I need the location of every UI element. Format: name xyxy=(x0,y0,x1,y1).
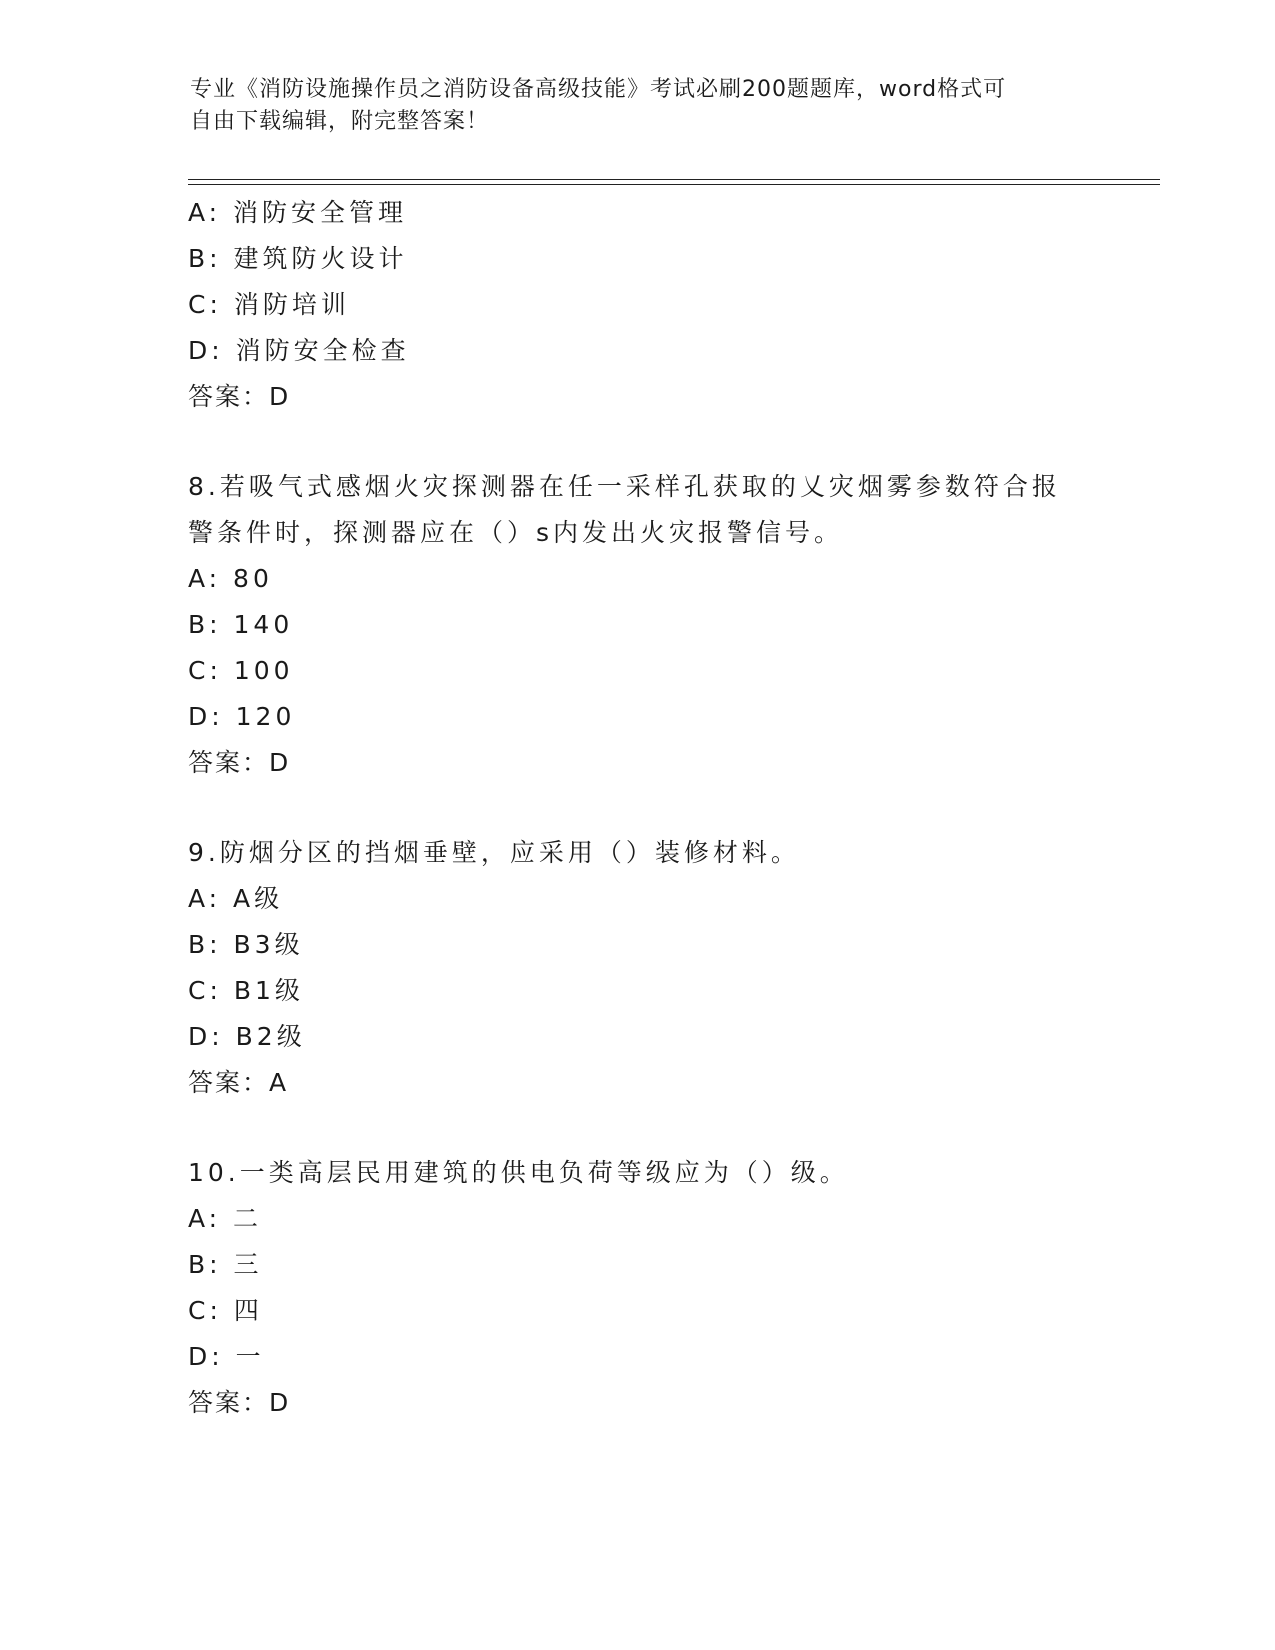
option-label: D: xyxy=(188,336,224,365)
header-divider xyxy=(188,179,1160,185)
header-line-1: 专业《消防设施操作员之消防设备高级技能》考试必刷200题题库，word格式可 xyxy=(190,77,1007,102)
question-block-9 xyxy=(188,830,1088,1106)
option-label: B: xyxy=(188,610,222,639)
option-text: 消防安全检查 xyxy=(235,336,410,365)
option-b xyxy=(188,602,1088,648)
question-block-7 xyxy=(188,190,1088,420)
option-a xyxy=(188,1196,1088,1242)
option-label: B: xyxy=(188,930,222,959)
answer-line: 答案：D xyxy=(188,748,291,777)
option-text: 140 xyxy=(233,610,294,639)
option-d xyxy=(188,1334,1088,1380)
question-text-line: 8.若吸气式感烟火灾探测器在任一采样孔获取的乂灾烟雾参数符合报 xyxy=(188,472,1061,501)
option-b xyxy=(188,1242,1088,1288)
option-label: B: xyxy=(188,1250,222,1279)
option-label: D: xyxy=(188,1022,224,1051)
option-label: D: xyxy=(188,702,224,731)
document-header xyxy=(190,74,1070,138)
option-label: C: xyxy=(188,290,222,319)
question-content xyxy=(188,190,1088,1426)
question-text-line: 10.一类高层民用建筑的供电负荷等级应为（）级。 xyxy=(188,1158,849,1187)
option-d xyxy=(188,1014,1088,1060)
option-label: C: xyxy=(188,976,222,1005)
option-text: 120 xyxy=(235,702,296,731)
option-text: B1级 xyxy=(233,976,304,1005)
option-label: A: xyxy=(188,564,222,593)
option-text: 消防培训 xyxy=(233,290,350,319)
option-text: 消防安全管理 xyxy=(233,198,408,227)
option-label: C: xyxy=(188,1296,222,1325)
option-text: A级 xyxy=(233,884,284,913)
option-label: A: xyxy=(188,1204,222,1233)
option-label: C: xyxy=(188,656,222,685)
question-text-line: 9.防烟分区的挡烟垂壁，应采用（）装修材料。 xyxy=(188,838,800,867)
question-text-line: 警条件时，探测器应在（）s内发出火灾报警信号。 xyxy=(188,518,844,547)
option-text: B3级 xyxy=(233,930,304,959)
option-text: 二 xyxy=(233,1204,263,1233)
option-b xyxy=(188,922,1088,968)
option-a xyxy=(188,556,1088,602)
option-d xyxy=(188,328,1088,374)
option-a xyxy=(188,190,1088,236)
option-c xyxy=(188,1288,1088,1334)
option-text: B2级 xyxy=(235,1022,306,1051)
header-line-2: 自由下载编辑，附完整答案！ xyxy=(190,109,490,134)
option-text: 100 xyxy=(233,656,294,685)
answer-line: 答案：D xyxy=(188,1388,291,1417)
option-d xyxy=(188,694,1088,740)
option-a xyxy=(188,876,1088,922)
question-block-8 xyxy=(188,464,1088,786)
answer-line: 答案：A xyxy=(188,1068,289,1097)
option-label: A: xyxy=(188,884,222,913)
option-c xyxy=(188,648,1088,694)
option-label: A: xyxy=(188,198,222,227)
option-text: 四 xyxy=(233,1296,263,1325)
option-b xyxy=(188,236,1088,282)
option-text: 80 xyxy=(233,564,273,593)
question-block-10 xyxy=(188,1150,1088,1426)
option-label: B: xyxy=(188,244,222,273)
answer-line: 答案：D xyxy=(188,382,291,411)
option-text: 一 xyxy=(235,1342,265,1371)
option-text: 建筑防火设计 xyxy=(233,244,408,273)
option-text: 三 xyxy=(233,1250,263,1279)
option-c xyxy=(188,968,1088,1014)
option-c xyxy=(188,282,1088,328)
option-label: D: xyxy=(188,1342,224,1371)
